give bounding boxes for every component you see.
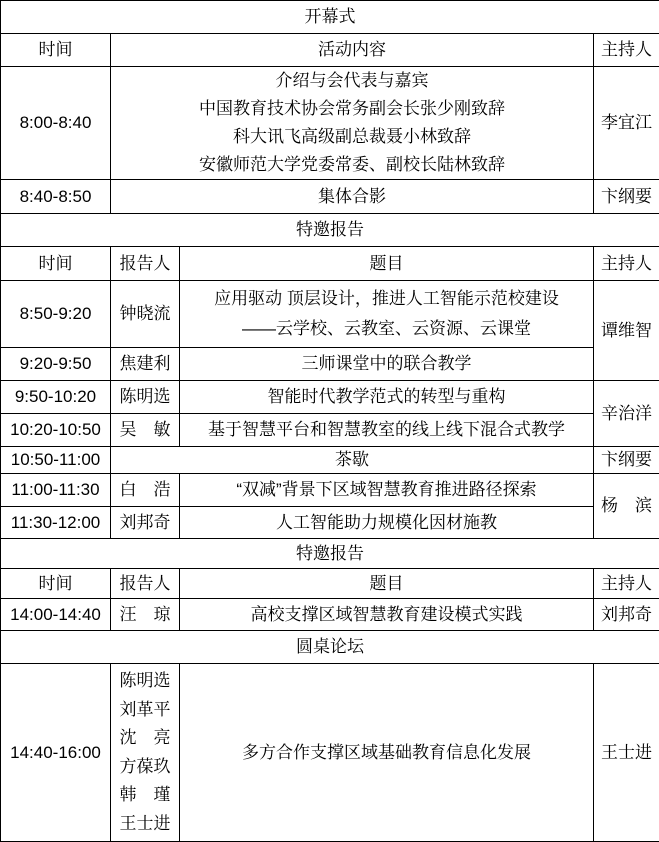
- invited1-header-row: [1, 247, 659, 281]
- speaker-name: 方葆玖: [113, 753, 177, 782]
- section-title-invited1: 特邀报告: [1, 214, 659, 247]
- activity-cell: [111, 67, 594, 180]
- table-row-tea-break: [1, 447, 659, 474]
- time-cell: 14:00-14:40: [1, 599, 111, 631]
- topic-cell: 三师课堂中的联合教学: [180, 348, 594, 381]
- time-cell: 11:30-12:00: [1, 507, 111, 539]
- section-title-roundtable: 圆桌论坛: [1, 631, 659, 664]
- host-cell: 杨 滨: [594, 474, 659, 539]
- invited1-header-speaker: 报告人: [111, 247, 180, 281]
- speaker-cell: 钟晓流: [111, 281, 180, 348]
- host-cell: 谭维智: [594, 281, 659, 381]
- topic-cell: 人工智能助力规模化因材施教: [180, 507, 594, 539]
- section-title-invited2: 特邀报告: [1, 539, 659, 569]
- time-cell: 10:50-11:00: [1, 447, 111, 474]
- opening-header-time: 时间: [1, 34, 111, 67]
- host-cell: 李宜江: [594, 67, 659, 180]
- time-cell: 11:00-11:30: [1, 474, 111, 507]
- table-row: [1, 348, 659, 381]
- table-row: [1, 414, 659, 447]
- section-row-opening: [1, 1, 659, 34]
- section-title-opening: 开幕式: [1, 1, 659, 34]
- speaker-name: 沈 亮: [113, 724, 177, 753]
- time-cell: 9:50-10:20: [1, 381, 111, 414]
- table-row: [1, 180, 659, 214]
- invited1-header-host: 主持人: [594, 247, 659, 281]
- topic-cell: “双减”背景下区域智慧教育推进路径探索: [180, 474, 594, 507]
- invited1-header-time: 时间: [1, 247, 111, 281]
- opening-header-host: 主持人: [594, 34, 659, 67]
- tea-break-cell: 茶歇: [111, 447, 594, 474]
- topic-cell: 基于智慧平台和智慧教室的线上线下混合式教学: [180, 414, 594, 447]
- opening-header-content: 活动内容: [111, 34, 594, 67]
- host-cell: 卞纲要: [594, 180, 659, 214]
- time-cell: 8:40-8:50: [1, 180, 111, 214]
- invited2-header-host: 主持人: [594, 569, 659, 599]
- speaker-name: 王士进: [113, 810, 177, 839]
- topic-cell: [180, 281, 594, 348]
- topic-cell: 高校支撑区域智慧教育建设模式实践: [180, 599, 594, 631]
- table-row: [1, 381, 659, 414]
- speaker-name: 韩 瑾: [113, 781, 177, 810]
- speaker-cell: 焦建利: [111, 348, 180, 381]
- opening-header-row: [1, 34, 659, 67]
- speaker-cell: 吴 敏: [111, 414, 180, 447]
- topic-cell: 多方合作支撑区域基础教育信息化发展: [180, 664, 594, 842]
- table-row: [1, 281, 659, 348]
- table-row: [1, 474, 659, 507]
- section-row-invited1: [1, 214, 659, 247]
- speaker-name: 陈明选: [113, 667, 177, 696]
- speaker-cell: 白 浩: [111, 474, 180, 507]
- invited2-header-time: 时间: [1, 569, 111, 599]
- topic-cell: 智能时代教学范式的转型与重构: [180, 381, 594, 414]
- host-cell: 王士进: [594, 664, 659, 842]
- host-cell: 卞纲要: [594, 447, 659, 474]
- activity-line: 中国教育技术协会常务副会长张少刚致辞: [113, 95, 591, 123]
- time-cell: 8:00-8:40: [1, 67, 111, 180]
- table-row: [1, 67, 659, 180]
- speaker-name: 刘革平: [113, 696, 177, 725]
- activity-line: 科大讯飞高级副总裁聂小林致辞: [113, 123, 591, 151]
- time-cell: 14:40-16:00: [1, 664, 111, 842]
- table-row-roundtable: [1, 664, 659, 842]
- invited2-header-row: [1, 569, 659, 599]
- host-cell: 辛治洋: [594, 381, 659, 447]
- speaker-list-cell: [111, 664, 180, 842]
- table-row: [1, 507, 659, 539]
- topic-line: 应用驱动 顶层设计，推进人工智能示范校建设: [182, 284, 591, 314]
- section-row-roundtable: [1, 631, 659, 664]
- host-cell: 刘邦奇: [594, 599, 659, 631]
- table-row: [1, 599, 659, 631]
- activity-line: 介绍与会代表与嘉宾: [113, 67, 591, 95]
- topic-line: ——云学校、云教室、云资源、云课堂: [182, 314, 591, 344]
- invited2-header-speaker: 报告人: [111, 569, 180, 599]
- time-cell: 10:20-10:50: [1, 414, 111, 447]
- invited1-header-topic: 题目: [180, 247, 594, 281]
- time-cell: 8:50-9:20: [1, 281, 111, 348]
- activity-cell: 集体合影: [111, 180, 594, 214]
- speaker-cell: 刘邦奇: [111, 507, 180, 539]
- activity-line: 安徽师范大学党委常委、副校长陆林致辞: [113, 151, 591, 179]
- time-cell: 9:20-9:50: [1, 348, 111, 381]
- section-row-invited2: [1, 539, 659, 569]
- speaker-cell: 陈明选: [111, 381, 180, 414]
- speaker-cell: 汪 琼: [111, 599, 180, 631]
- invited2-header-topic: 题目: [180, 569, 594, 599]
